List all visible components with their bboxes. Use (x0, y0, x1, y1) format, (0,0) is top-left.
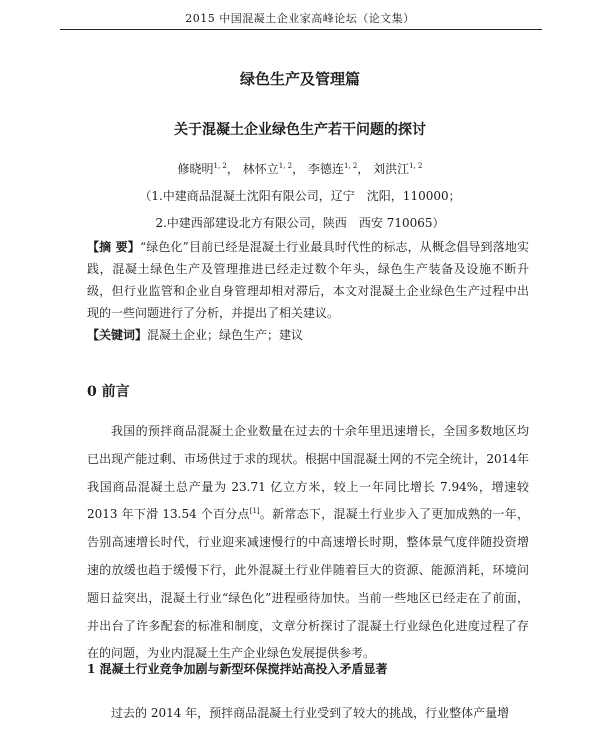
keywords (87, 324, 529, 346)
author-list (0, 160, 600, 177)
abstract (87, 236, 529, 324)
running-header: 2015 中国混凝土企业家高峰论坛（论文集） (185, 12, 415, 25)
paper-title: 关于混凝土企业绿色生产若干问题的探讨 (174, 122, 426, 138)
author: 李德连$^{1, 2}$ (307, 162, 358, 176)
affiliation: 2.中建西部建设北方有限公司，陕西 西安 710065） (155, 216, 445, 230)
author-separator: ， (292, 162, 305, 176)
citation-marker: [1] (249, 507, 260, 516)
author: 林怀立$^{1, 2}$ (242, 162, 293, 176)
intro-paragraph: 我国的预拌商品混凝土企业数量在过去的十余年里迅速增长，全国多数地区均已出现产能过剩、市场供过于求的现状。根据中国混凝土网的不完全统计，2014年我国商品混凝土总产量为 23.71 亿立方米，较上一年同比增长 7.94%，增速较 2013 年下滑 13.54 个百分点[1]。新常态下，混凝土行业步入了更加成熟的一年，告别高速增长时代，行业迎来减速慢行的中高速增长时期，整体景气度伴随投资增速的放缓也趋于缓慢下行，此外混凝土行业伴随着巨大的资源、能源消耗，环境问题日益突出，混凝土行业“绿色化”进程亟待加快。当前一些地区已经走在了前面，并出台了许多配套的标准和制度，文章分析探讨了混凝土行业绿色化进度过程了存在的问题，为业内混凝土生产企业绿色发展提供参考。 (87, 424, 529, 661)
author-separator: ， (226, 162, 239, 176)
header-rule (60, 29, 542, 30)
keywords-label: 【关键词】 (87, 328, 148, 342)
abstract-text: “绿色化”目前已经是混凝土行业最具时代性的标志，从概念倡导到落地实践，混凝土绿色生产及管理推进已经走过数个年头，绿色生产装备及设施不断升级，但行业监管和企业自身管理却相对滞后，本文对混凝土企业绿色生产过程中出现的一些问题进行了分析，并提出了相关建议。 (87, 240, 529, 320)
keywords-text: 混凝土企业；绿色生产；建议 (147, 328, 304, 342)
affiliation: （1.中建商品混凝土沈阳有限公司，辽宁 沈阳，110000； (139, 189, 461, 203)
abstract-label: 【摘 要】 (87, 240, 140, 254)
author: 修晓明$^{1, 2}$ (177, 162, 227, 176)
intro-heading: 0 前言 (87, 384, 130, 400)
section-title: 绿色生产及管理篇 (239, 70, 360, 88)
author: 刘洪江$^{1, 2}$ (373, 162, 423, 176)
section1-paragraph: 过去的 2014 年，预拌商品混凝土行业受到了较大的挑战，行业整体产量增 (111, 706, 510, 720)
author-separator: ， (357, 162, 370, 176)
section1-heading: 1 混凝土行业竞争加剧与新型环保搅拌站高投入矛盾显著 (87, 662, 388, 676)
